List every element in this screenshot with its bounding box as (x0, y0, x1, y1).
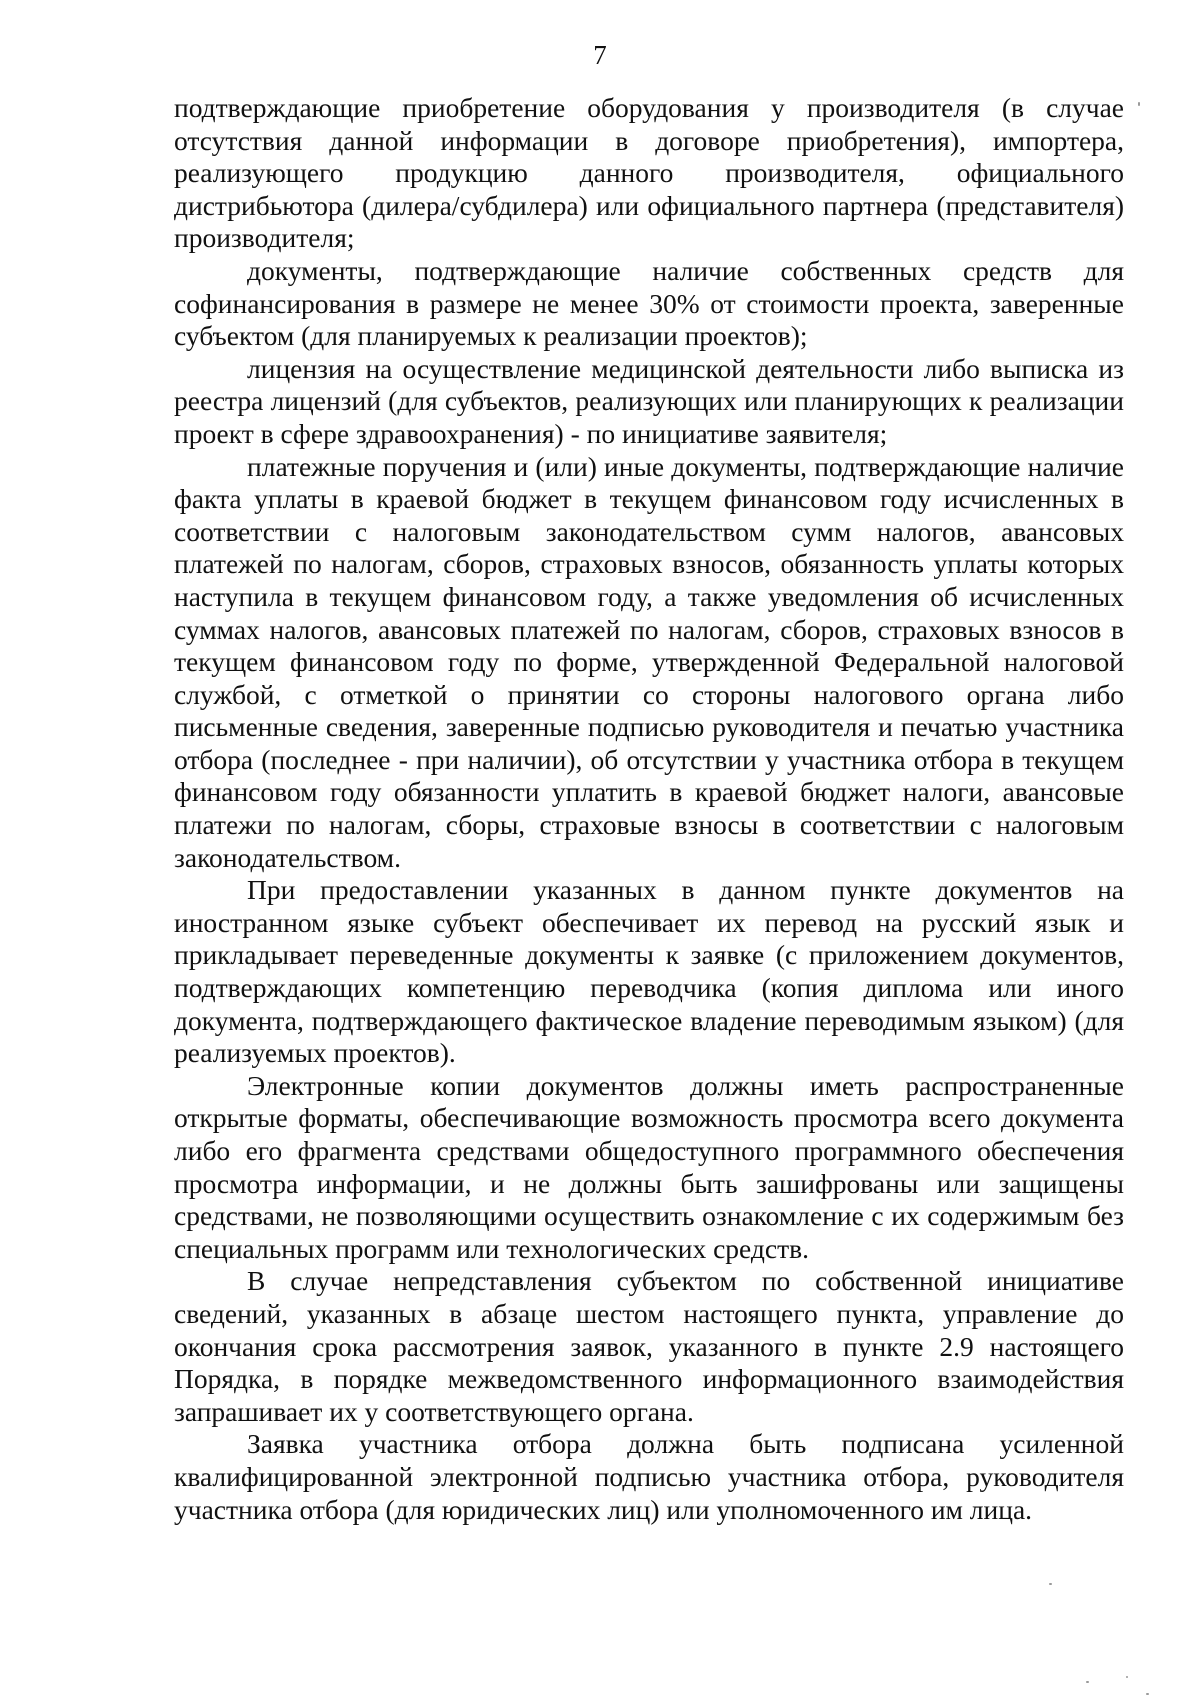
scan-speck (1086, 1681, 1089, 1683)
paragraph-continuation: подтверждающие приобретение оборудования у производителя (в случае отсутствия данной информации в договоре приобретения), импортера, реализующего продукцию данного производителя, официального дистрибьютора (дилера/субдилера) или официального партнера (представителя) производителя; (174, 92, 1124, 254)
page-number: 7 (593, 40, 607, 70)
paragraph-medical-license: лицензия на осуществление медицинской деятельности либо выписка из реестра лицензий (для субъектов, реализующих или планирующих к реализации проект в сфере здравоохранения) - по инициативе заявителя; (174, 352, 1124, 449)
paragraph-cofinancing-documents: документы, подтверждающие наличие собственных средств для софинансирования в размере не менее 30% от стоимости проекта, заверенные субъектом (для планируемых к реализации проектов); (174, 254, 1124, 352)
scan-speck (1049, 1583, 1052, 1585)
paragraph-foreign-language: При предоставлении указанных в данном пункте документов на иностранном языке субъект обеспечивает их перевод на русский язык и прикладывает переведенные документы к заявке (с приложением документов, подтверждающих компетенцию переводчика (копия диплома или иного документа, подтверждающего фактическое владение переводимым языком) (для реализуемых проектов). (174, 874, 1124, 1069)
paragraph-application-signature: Заявка участника отбора должна быть подписана усиленной квалифицированной электронной подписью участника отбора, руководителя участника отбора (для юридических лиц) или уполномоченного им лица. (174, 1428, 1124, 1525)
paragraph-payment-orders: платежные поручения и (или) иные документы, подтверждающие наличие факта уплаты в краевой бюджет в текущем финансовом году исчисленных в соответствии с налоговым законодательством сумм налогов, авансовых платежей по налогам, сборов, страховых взносов, обязанность уплаты которых наступила в текущем финансовом году, а также уведомления об исчисленных суммах налогов, авансовых платежей по налогам, сборов, страховых взносов в текущем финансовом году по форме, утвержденной Федеральной налоговой службой, с отметкой о принятии со стороны налогового органа либо письменные сведения, заверенные подписью руководителя и печатью участника отбора (последнее - при наличии), об отсутствии у участника отбора в текущем финансовом году обязанности уплатить в краевой бюджет налоги, авансовые платежи по налогам, сборы, страховые взносы в соответствии с налоговым законодательством. (174, 450, 1124, 873)
paragraph-interagency-request: В случае непредставления субъектом по собственной инициативе сведений, указанных в абзаце шестом настоящего пункта, управление до окончания срока рассмотрения заявок, указанного в пункте 2.9 настоящего Порядка, в порядке межведомственного информационного взаимодействия запрашивает их у соответствующего органа. (174, 1265, 1124, 1427)
scan-speck (1146, 1693, 1149, 1695)
scan-speck (1126, 1676, 1128, 1678)
document-body (174, 92, 1124, 1526)
scan-speck (1138, 102, 1140, 106)
paragraph-electronic-copies: Электронные копии документов должны иметь распространенные открытые форматы, обеспечивающие возможность просмотра всего документа либо его фрагмента средствами общедоступного программного обеспечения просмотра информации, и не должны быть зашифрованы или защищены средствами, не позволяющими осуществить ознакомление с их содержимым без специальных программ или технологических средств. (174, 1069, 1124, 1264)
